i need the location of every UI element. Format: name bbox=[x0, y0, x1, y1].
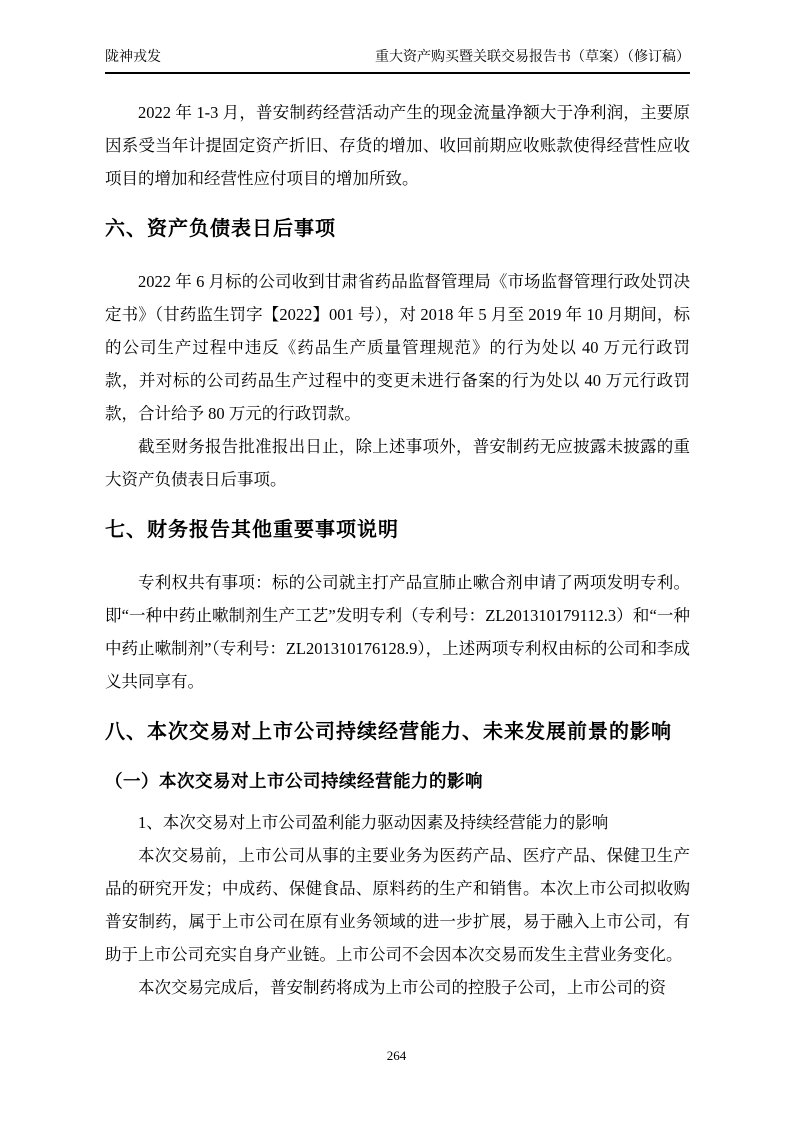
paragraph-item-profit-drivers: 1、本次交易对上市公司盈利能力驱动因素及持续经营能力的影响 bbox=[138, 813, 609, 832]
paragraph-patent-rights: 专利权共有事项：标的公司就主打产品宣肺止嗽合剂申请了两项发明专利。即“一种中药止嗽制剂生产工艺”发明专利（专利号：ZL201310179112.3）和“一种中药止嗽制剂”（专利号：ZL201310176128.9），上述两项专利权由标的公司和李成义共同享有。 bbox=[105, 573, 690, 691]
section-heading-transaction-impact: 八、本次交易对上市公司持续经营能力、未来发展前景的影响 bbox=[105, 721, 672, 743]
page-number: 264 bbox=[386, 1048, 407, 1063]
subsection-heading-going-concern-impact: （一）本次交易对上市公司持续经营能力的影响 bbox=[105, 771, 483, 791]
paragraph-no-other-events: 截至财务报告批准报出日止，除上述事项外，普安制药无应披露未披露的重大资产负债表日后事项。 bbox=[105, 437, 690, 489]
header-report-title: 重大资产购买暨关联交易报告书（草案）（修订稿） bbox=[375, 50, 690, 65]
paragraph-cashflow-explanation: 2022 年 1-3 月，普安制药经营活动产生的现金流量净额大于净利润，主要原因系受当年计提固定资产折旧、存货的增加、收回前期应收账款使得经营性应收项目的增加和经营性应付项目的增加所致。 bbox=[105, 103, 690, 188]
header-company-name: 陇神戎发 bbox=[105, 50, 161, 65]
paragraph-post-transaction: 本次交易完成后，普安制药将成为上市公司的控股子公司，上市公司的资 bbox=[138, 978, 666, 997]
paragraph-administrative-penalty: 2022 年 6 月标的公司收到甘肃省药品监督管理局《市场监督管理行政处罚决定书》（甘药监生罚字【2022】001 号），对 2018 年 5 月至 2019 年 10 月期间，标的公司生产过程中违反《药品生产质量管理规范》的行为处以 40 万元行政罚款，并对标的公司药品生产过程中的变更未进行备案的行为处以 40 万元行政罚款，合计给予 80 万元的行政罚款。 bbox=[105, 272, 690, 423]
section-heading-balance-sheet-events: 六、资产负债表日后事项 bbox=[105, 218, 336, 240]
section-heading-other-important-matters: 七、财务报告其他重要事项说明 bbox=[105, 519, 399, 541]
page-header bbox=[105, 48, 690, 74]
paragraph-pre-transaction-business: 本次交易前，上市公司从事的主要业务为医药产品、医疗产品、保健卫生产品的研究开发；中成药、保健食品、原料药的生产和销售。本次上市公司拟收购普安制药，属于上市公司在原有业务领域的进一步扩展，易于融入上市公司，有助于上市公司充实自身产业链。上市公司不会因本次交易而发生主营业务变化。 bbox=[105, 846, 690, 964]
document-body bbox=[105, 96, 690, 1004]
